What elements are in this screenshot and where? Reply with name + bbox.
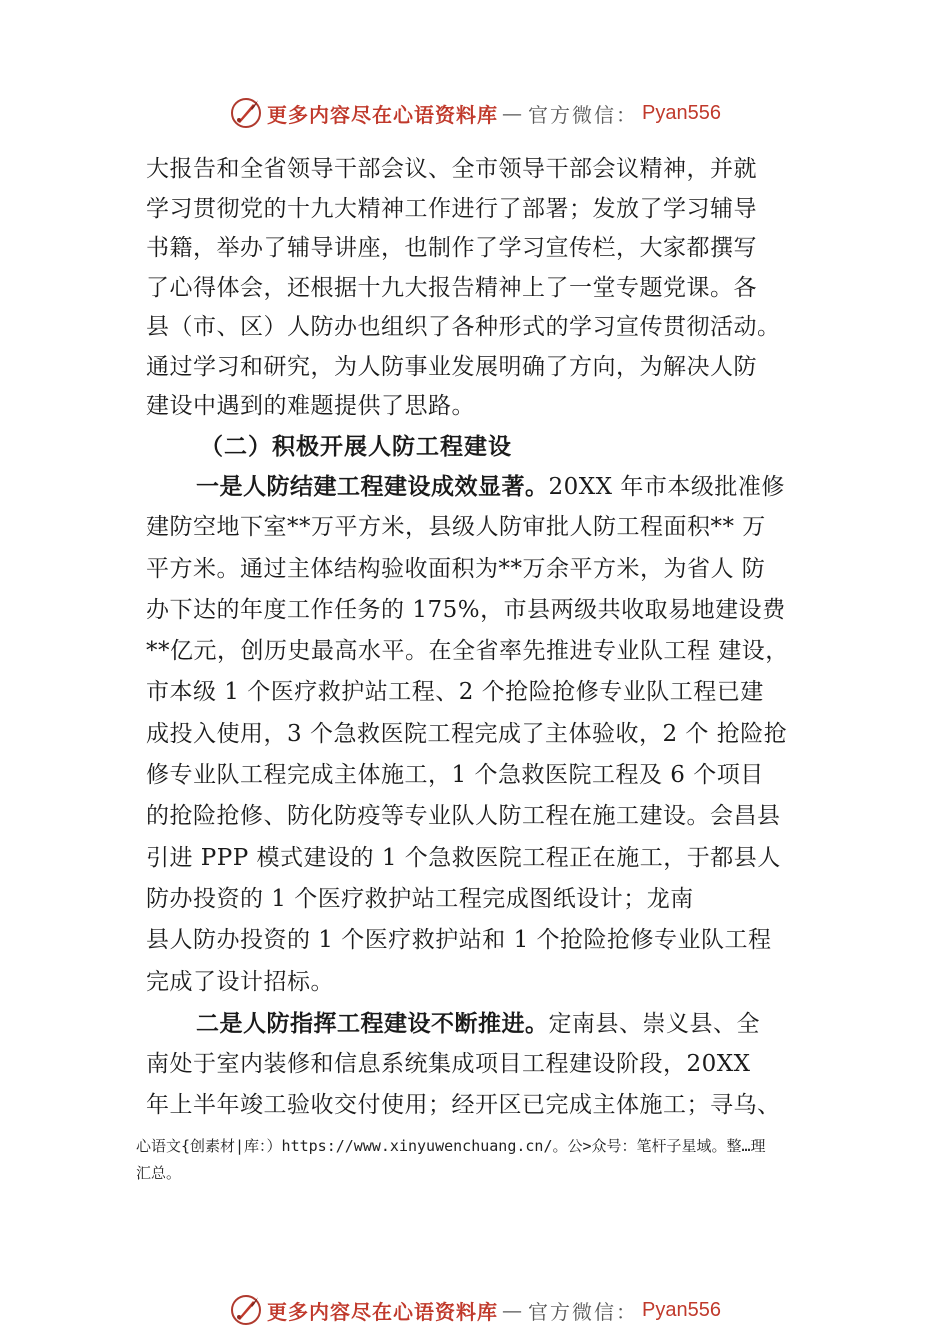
footnote-line-2: 汇总。 xyxy=(136,1164,182,1182)
body-line: **亿元，创历史最高水平。在全省率先推进专业队工程 建设， xyxy=(146,638,789,665)
body-line: 书籍，举办了辅导讲座，也制作了学习宣传栏，大家都撰写 xyxy=(146,235,757,261)
paragraph-1-lead: 一是人防结建工程建设成效显著。 xyxy=(196,473,549,500)
body-line: 大报告和全省领导干部会议、全市领导干部会议精神，并就 xyxy=(146,156,757,182)
paragraph-2-first-line xyxy=(146,1003,836,1044)
footer-brand-text: 更多内容尽在心语资料库 xyxy=(267,1299,499,1324)
paragraph-2-first-rest: 定南县、崇义县、全 xyxy=(548,1010,760,1037)
body-line: 建设中遇到的难题提供了思路。 xyxy=(146,393,475,419)
footer-wechat-id: Pyan556 xyxy=(642,1298,721,1321)
body-line: 南处于室内装修和信息系统集成项目工程建设阶段，20XX xyxy=(146,1051,751,1078)
section-civil-defense-projects xyxy=(146,466,836,1127)
footer-dash: — xyxy=(502,1298,525,1322)
document-body xyxy=(146,150,836,1127)
body-line: 市本级 1 个医疗救护站工程、2 个抢险抢修专业队工程已建 xyxy=(146,679,764,706)
paragraph-2-lead: 二是人防指挥工程建设不断推进。 xyxy=(196,1009,549,1037)
footer-wechat-label: 官方微信： xyxy=(528,1299,639,1324)
body-line: 引进 PPP 模式建设的 1 个急救医院工程正在施工，于都县人 xyxy=(146,844,781,871)
body-line: 通过学习和研究，为人防事业发展明确了方向，为解决人防 xyxy=(146,353,757,380)
body-line: 学习贯彻党的十九大精神工作进行了部署；发放了学习辅导 xyxy=(146,195,757,222)
body-line: 修专业队工程完成主体施工，1 个急救医院工程及 6 个项目 xyxy=(146,762,764,789)
header-banner xyxy=(0,96,950,135)
section-heading: （二）积极开展人防工程建设 xyxy=(200,432,512,460)
body-line: 年上半年竣工验收交付使用；经开区已完成主体施工；寻乌、 xyxy=(146,1092,781,1119)
header-brand-text: 更多内容尽在心语资料库 xyxy=(267,102,499,127)
header-wechat-id: Pyan556 xyxy=(642,101,721,124)
quill-logo-icon xyxy=(229,1293,263,1327)
body-line: 成投入使用，3 个急救医院工程完成了主体验收，2 个 抢险抢 xyxy=(146,720,788,747)
footnote-line-1: 心语文{创素材|库：）https://www.xinyuwenchuang.cn/。公>众号：笔杆子星域。整…理 xyxy=(136,1137,766,1155)
footer-banner xyxy=(0,1293,950,1332)
quill-logo-icon xyxy=(229,96,263,130)
body-line: 建防空地下室**万平方米，县级人防审批人防工程面积** 万 xyxy=(146,514,766,541)
paragraph-1-first-rest: 20XX 年市本级批准修 xyxy=(548,474,785,500)
body-line: 防办投资的 1 个医疗救护站工程完成图纸设计；龙南 xyxy=(146,885,694,912)
body-line: 的抢险抢修、防化防疫等专业队人防工程在施工建设。会昌县 xyxy=(146,803,781,830)
header-dash: — xyxy=(502,101,525,125)
header-wechat-label: 官方微信： xyxy=(528,102,639,127)
body-line: 县人防办投资的 1 个医疗救护站和 1 个抢险抢修专业队工程 xyxy=(146,927,772,954)
body-line: 县（市、区）人防办也组织了各种形式的学习宣传贯彻活动。 xyxy=(146,314,781,340)
paragraph-study-activities xyxy=(146,150,836,466)
paragraph-1-first-line xyxy=(146,466,836,507)
body-line: 平方米。通过主体结构验收面积为**万余平方米，为省人 防 xyxy=(146,555,766,582)
body-line: 了心得体会，还根据十九大报告精神上了一堂专题党课。各 xyxy=(146,274,757,301)
body-line: 办下达的年度工作任务的 175%，市县两级共收取易地建设费 xyxy=(146,596,786,623)
source-footnote xyxy=(136,1133,846,1187)
body-line: 完成了设计招标。 xyxy=(146,968,334,995)
